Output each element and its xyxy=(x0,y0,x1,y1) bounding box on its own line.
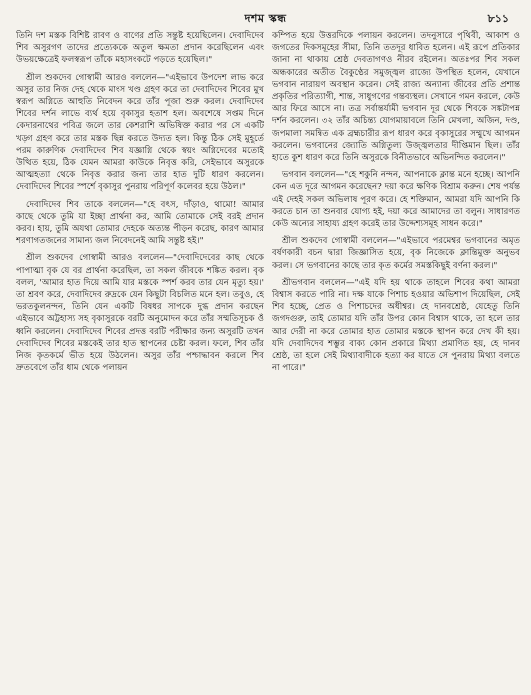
running-head: দশম স্কন্ধ xyxy=(244,12,287,25)
paragraph: দেবাদিদেব শিব তাকে বললেন—"হে বৎস, দাঁড়াও, থামো! আমার কাছে থেকে তুমি যা ইচ্ছা প্রার্থনা কর, আমি তোমাকে সেই বরই প্রদান করব। হায়, তুমি অযথা তোমার দেহকে অত্যন্ত পীড়ন করেছ, কারণ আমার শরণাগতজনের সামান্য জল নিবেদনেই আমি সন্তুষ্ট হই।" xyxy=(16,199,264,247)
left-column xyxy=(16,30,264,686)
paragraph: শ্রীভগবান বললেন—"এই যদি হয় থাকে তাহলে শিবের কথা আমরা বিশ্বাস করতে পারি না। দক্ষ যাকে পিশাচ হওয়ার অভিশাপ দিয়েছিল, সেই শিব হচ্ছে, প্রেত ও পিশাচদের অধীশ্বর। হে দানবশ্রেষ্ঠ, যেহেতু তিনি জগদগুরু, তাই তোমার যদি তাঁর উপর কোন বিশ্বাস থাকে, তা হলে তার আর দেরী না করে তোমার হাত তোমার মস্তকে স্থাপন করে দেখ কী হয়। যদি দেবাদিদেব শম্ভুর বাক্য কোন প্রকারে মিথ্যা প্রমাণিত হয়, হে দানব শ্রেষ্ঠ, তা হলে সেই মিথ্যাবাদীকে হত্যা কর যাতে সে পুনরায় মিথ্যা বলতে না পারে।" xyxy=(272,277,520,374)
right-column xyxy=(272,30,520,686)
page-header xyxy=(0,8,531,28)
paragraph: তিনি দশ মস্তক বিশিষ্ট রাবণ ও বাণের প্রতি সন্তুষ্ট হয়েছিলেন। দেবাদিদেব শিব অসুরগণ তাদের প্রত্যেককে অতুল ক্ষমতা প্রদান করেছিলেন এবং উভয়ক্ষেত্রেই ফলস্বরূপ তাঁকে মহাসংকটে পড়তে হয়েছিল।" xyxy=(16,31,264,66)
paragraph: কম্পিত হয়ে উত্তরদিকে পলায়ন করলেন। তদনুসারে পৃথিবী, আকাশ ও জগতের দিকসমূহের সীমা, তিনি ততদূর ধাবিত হলেন। এই রূপে প্রতিকার জানা না থাকায় শ্রেষ্ঠ দেবতাগণও নীরব রইলেন। অতঃপর শিব সকল অন্ধকারের অতীত বৈকুণ্ঠের সমুজ্জ্বল রাজ্যে উপস্থিত হলেন, যেখানে ভগবান নারায়ণ অবস্থান করেন। সেই রাজ্য অন্যান্য জীবের প্রতি প্রশান্ত প্রকৃতির পরিত্যাগী, শান্ত, সাধুগণের গন্তব্যস্থল। সেখানে গমন করলে, কেউ আর ফিরে আসে না। তত্র সর্বান্তর্যামী ভগবান দূর থেকে শিবকে সঙ্কটাপন্ন দর্শন করলেন। ৩২ তাঁর অচিন্ত্য যোগমায়াবলে তিনি মেখলা, অজিন, দণ্ড, জপমালা সমন্বিত এক ব্রহ্মচারীর রূপ ধারণ করে বৃকাসুরের সম্মুখে আগমন করলেন। ভগবানের জ্যোতি অগ্নিতুল্য উজ্জ্বলতার দীপ্তিমান ছিল। তাঁর হাতে কুশ ধারণ করে তিনি অসুরকে বিনীতভাবে অভিনন্দিত করলেন।" xyxy=(272,31,520,164)
paragraph: শ্রীল শুকদেব গোস্বামী বললেন—"এইভাবে পরমেশ্বর ভগবানের অমৃত বর্ষণকারী বচন দ্বারা জিজ্ঞাসিত হয়ে, বৃক নিজেকে ক্লান্তিমুক্ত অনুভব করল। সে ভগবানের কাছে তার কৃত কর্মের সমস্তকিছুই বর্ণনা করল।" xyxy=(272,236,520,271)
page-number: ৮১১ xyxy=(487,12,509,25)
paragraph: শ্রীল শুকদেব গোস্বামী আরও বললেন—"দেবাদিদেবের কাছ থেকে পাপাত্মা বৃক যে বর প্রার্থনা করেছিল, তা সকল জীবকে শঙ্কিত করল। বৃক বলল, 'আমার হাত দিয়ে আমি যার মস্তকে স্পর্শ করব তার যেন মৃত্যু হয়।' তা শ্রবণ করে, দেবাদিদেব রুদ্রকে যেন কিছুটা বিচলিত মনে হল। তবুও, হে ভরতকুলনন্দন, তিনি যেন একটি বিষধর সাপকে দুগ্ধ প্রদান করছেন এইভাবে অট্টহাস্য সহ বৃকাসুরকে বরটি অনুমোদন করে তাঁর সম্মতিসূচক ওঁ ধ্বনি করলেন। দেবাদিদেব শিবের প্রদত্ত বরটি পরীক্ষার জন্য অসুরটি তখন দেবাদিদেব শিবের মস্তকেই তার হাত স্থাপনের চেষ্টা করল। ফলে, শিব তাঁর নিজ কৃতকর্মে ভীত হয়ে উঠলেন। অসুর তাঁর পশ্চাদ্ধাবন করলে শিব দ্রুতবেগে তাঁর ধাম থেকে পলায়ন xyxy=(16,253,264,374)
paragraph: ভগবান বললেন—"হে শকুনি নন্দন, আপনাকে ক্লান্ত মনে হচ্ছে। আপনি কেন এত দূরে আগমন করেছেন? দয়া করে ক্ষণিক বিশ্রাম করুন। শেষ পর্যন্ত এই দেহই সকল অভিলাষ পূরণ করে। হে শক্তিমান, আমরা যদি আপনি কি করতে চান তা শুনবার যোগ্য হই, দয়া করে আমাদের তা বলুন। সাধারণত কেউ অন্যের সাহায্য গ্রহণ করেই তার উদ্দেশ্যসমূহ সাধন করে।" xyxy=(272,170,520,230)
paragraph: শ্রীল শুকদেব গোস্বামী আরও বললেন—"এইভাবে উপদেশ লাভ করে অসুর তার নিজ দেহ থেকে মাংস খণ্ড গ্রহণ করে তা দেবাদিদেব শিবের মুখ স্বরূপ অগ্নিতে আহুতি নিবেদন করে তাঁর পূজা শুরু করল। দেবাদিদেব শিবের দর্শন লাভে ব্যর্থ হয়ে বৃকাসুর হতাশ হল। অবশেষে সপ্তম দিনে কেদারনাথের পবিত্র জলে তার কেশরাশি অভিষিক্ত করার পর সে একটি খড়্গ গ্রহণ করে তার মস্তক ছিন্ন করতে উদ্যত হল। কিন্তু ঠিক সেই মুহূর্তে পরম কারুণিক দেবাদিদেব শিব যজ্ঞাগ্নি থেকে স্বয়ং অগ্নিদেবের মতোই উত্থিত হয়ে, ঠিক যেমন আমরা কাউকে নিবৃত্ত করি, সেইভাবে অসুরকে আত্মহত্যা থেকে নিবৃত্ত করার জন্য তার হাত দুটি ধারণ করলেন। দেবাদিদেব শিবের স্পর্শে বৃকাসুর পুনরায় পরিপূর্ণ কলেবর হয়ে উঠল।" xyxy=(16,72,264,193)
